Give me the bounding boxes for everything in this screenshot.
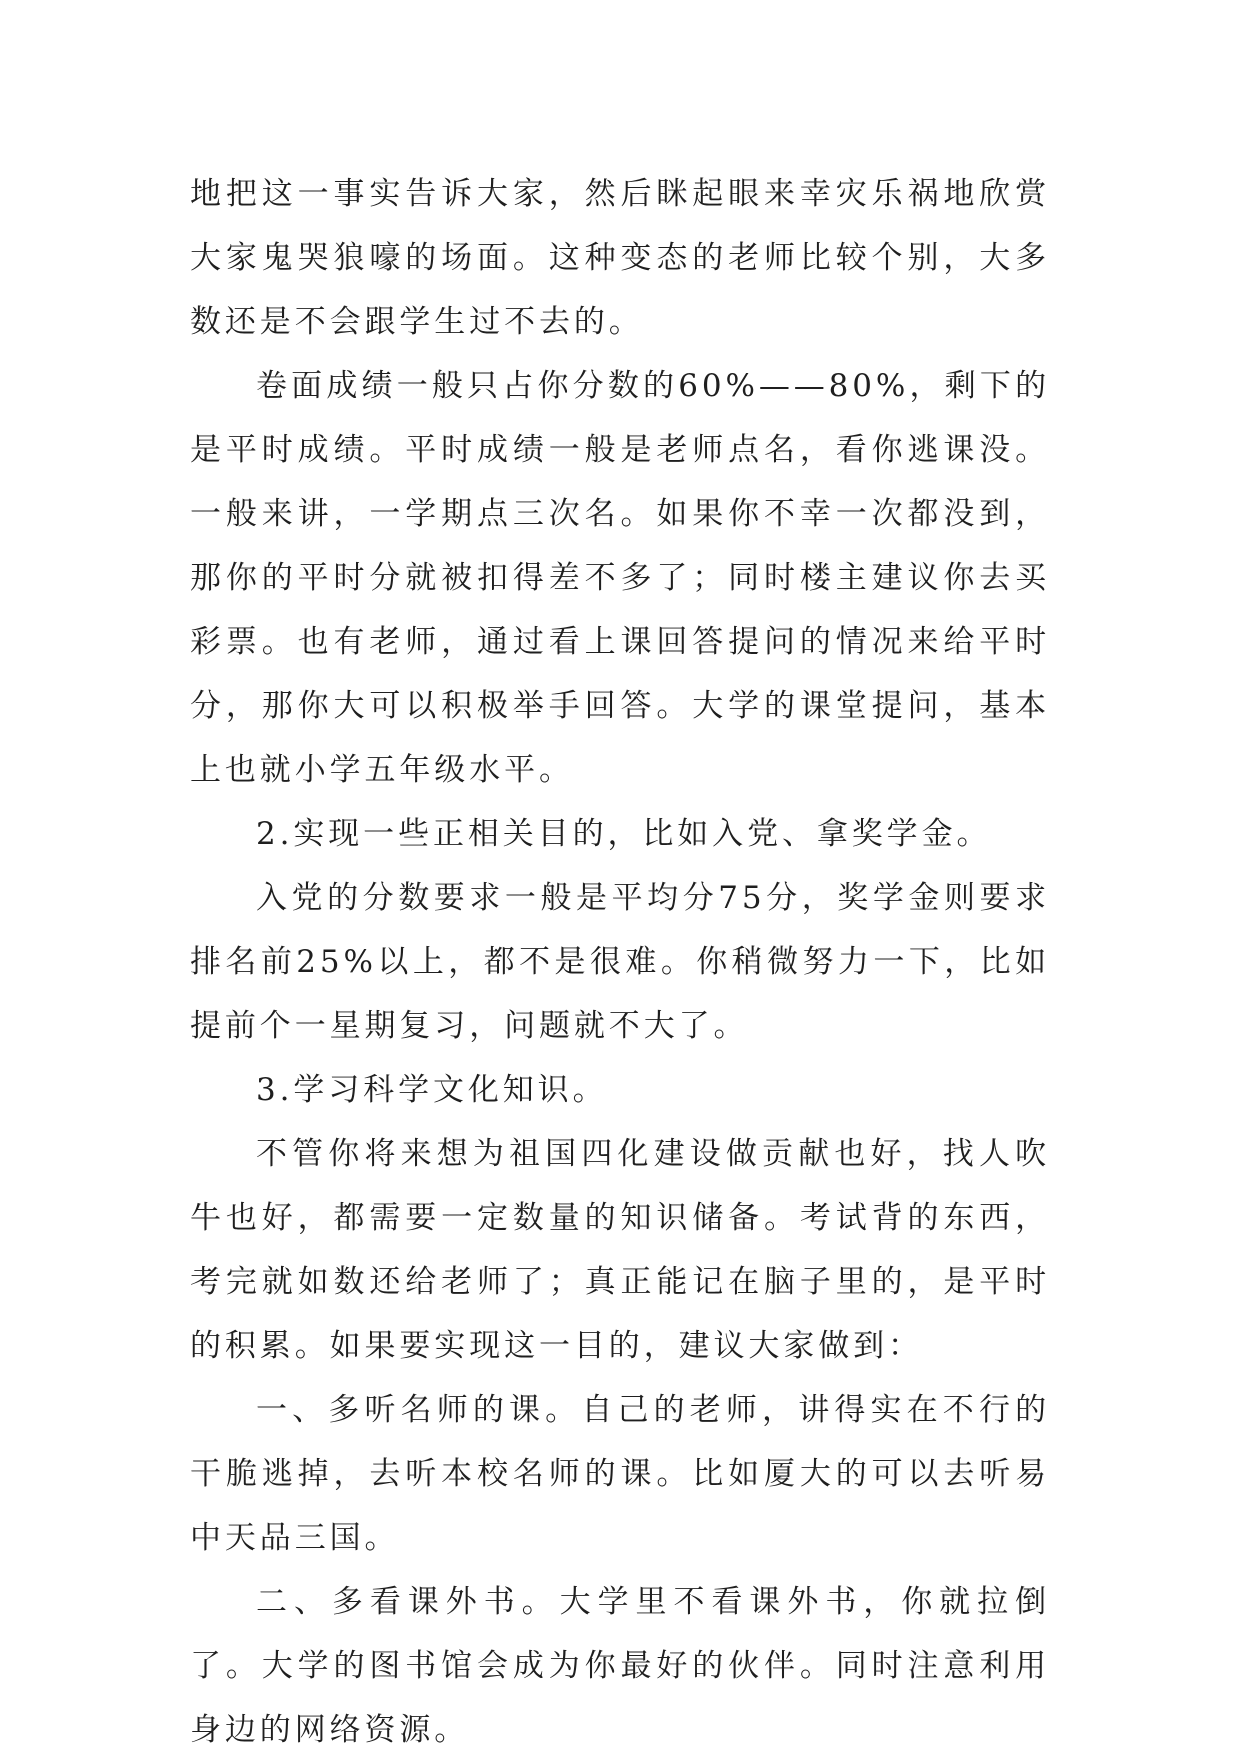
- paragraph-grades: 卷面成绩一般只占你分数的60%——80%，剩下的是平时成绩。平时成绩一般是老师点名，看你逃课没。一般来讲，一学期点三次名。如果你不幸一次都没到，那你的平时分就被扣得差不多了；同时楼主建议你去买彩票。也有老师，通过看上课回答提问的情况来给平时分，那你大可以积极举手回答。大学的课堂提问，基本上也就小学五年级水平。: [190, 368, 1050, 788]
- body-text: [190, 162, 1050, 1762]
- paragraph-continuation: 地把这一事实告诉大家，然后眯起眼来幸灾乐祸地欣赏大家鬼哭狼嚎的场面。这种变态的老师比较个别，大多数还是不会跟学生过不去的。: [190, 176, 1050, 340]
- paragraph-party-scholarship: 入党的分数要求一般是平均分75分，奖学金则要求排名前25%以上，都不是很难。你稍微努力一下，比如提前个一星期复习，问题就不大了。: [190, 880, 1050, 1044]
- paragraph-knowledge: 不管你将来想为祖国四化建设做贡献也好，找人吹牛也好，都需要一定数量的知识储备。考试背的东西，考完就如数还给老师了；真正能记在脑子里的，是平时的积累。如果要实现这一目的，建议大家做到：: [190, 1136, 1050, 1364]
- paragraph-tip-1: 一、多听名师的课。自己的老师，讲得实在不行的干脆逃掉，去听本校名师的课。比如厦大的可以去听易中天品三国。: [190, 1392, 1050, 1556]
- heading-point-3: 3.学习科学文化知识。: [256, 1072, 608, 1108]
- paragraph-tip-2: 二、多看课外书。大学里不看课外书，你就拉倒了。大学的图书馆会成为你最好的伙伴。同时注意利用身边的网络资源。: [190, 1584, 1050, 1748]
- heading-point-2: 2.实现一些正相关目的，比如入党、拿奖学金。: [256, 816, 992, 852]
